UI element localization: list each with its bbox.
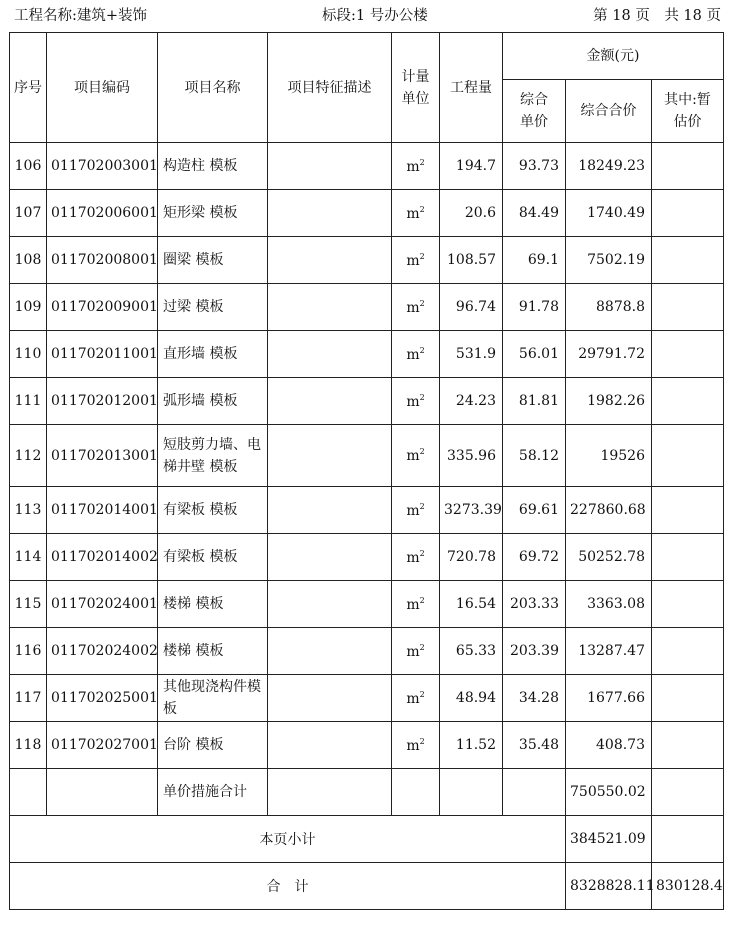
unit-text: m: [406, 346, 420, 363]
row-code: 011702008001: [47, 237, 158, 284]
table-row: [10, 534, 724, 581]
unit-superscript: 2: [419, 689, 425, 699]
section-name: 标段:1 号办公楼: [322, 8, 428, 24]
row-desc: [268, 581, 392, 628]
row-code: 011702003001: [47, 143, 158, 190]
unit-superscript: 2: [419, 642, 425, 652]
page-subtotal-row: [10, 816, 724, 863]
row-seq: 112: [10, 425, 47, 487]
row-qty: 720.78: [440, 534, 503, 581]
unit-superscript: 2: [419, 204, 425, 214]
grand-total-provisional: 830128.4: [652, 863, 724, 910]
row-seq: 106: [10, 143, 47, 190]
row-provisional: [652, 487, 724, 534]
row-name: 楼梯 模板: [158, 581, 268, 628]
unit-superscript: 2: [419, 447, 425, 456]
row-unit: [392, 143, 440, 190]
row-unit-price: 69.1: [503, 237, 566, 284]
row-unit: [392, 534, 440, 581]
page-number: 第 18 页 共 18 页: [593, 8, 721, 24]
row-unit: [392, 628, 440, 675]
row-desc: [268, 331, 392, 378]
table-row: [10, 237, 724, 284]
unit-text: m: [406, 690, 420, 707]
row-name: 其他现浇构件模板: [158, 675, 268, 722]
row-qty: 3273.39: [440, 487, 503, 534]
row-name: 构造柱 模板: [158, 143, 268, 190]
row-seq: 108: [10, 237, 47, 284]
unit-superscript: 2: [419, 736, 425, 746]
row-seq: 113: [10, 487, 47, 534]
table-row: [10, 487, 724, 534]
row-total: 29791.72: [566, 331, 652, 378]
col-name: 项目名称: [158, 33, 268, 143]
row-provisional: [652, 284, 724, 331]
row-desc: [268, 534, 392, 581]
row-code: 011702014002: [47, 534, 158, 581]
row-seq: 109: [10, 284, 47, 331]
row-total: 3363.08: [566, 581, 652, 628]
page-subtotal-label: 本页小计: [10, 816, 566, 863]
row-qty: 48.94: [440, 675, 503, 722]
row-provisional: [652, 628, 724, 675]
row-unit-price: 93.73: [503, 143, 566, 190]
row-qty: 65.33: [440, 628, 503, 675]
row-unit-price: 69.72: [503, 534, 566, 581]
unit-superscript: 2: [419, 501, 425, 511]
row-unit-price: 203.33: [503, 581, 566, 628]
row-code: 011702013001: [47, 425, 158, 487]
unit-text: m: [406, 393, 420, 410]
bill-table: [9, 32, 724, 910]
row-code: 011702027001: [47, 722, 158, 769]
measures-total-label: 单价措施合计: [158, 769, 268, 816]
row-desc: [268, 237, 392, 284]
unit-superscript: 2: [419, 392, 425, 402]
unit-superscript: 2: [419, 548, 425, 558]
unit-text: m: [406, 737, 420, 754]
col-amount: 金额(元): [503, 33, 724, 80]
row-unit-price: 84.49: [503, 190, 566, 237]
col-provisional: 其中:暂估价: [652, 80, 724, 143]
page-subtotal-value: 384521.09: [566, 816, 652, 863]
row-desc: [268, 190, 392, 237]
row-total: 1740.49: [566, 190, 652, 237]
row-name: 有梁板 模板: [158, 487, 268, 534]
row-code: 011702024002: [47, 628, 158, 675]
row-qty: 335.96: [440, 425, 503, 487]
col-code: 项目编码: [47, 33, 158, 143]
unit-text: m: [406, 502, 420, 519]
table-row: [10, 331, 724, 378]
row-seq: 111: [10, 378, 47, 425]
unit-text: m: [406, 596, 420, 613]
row-provisional: [652, 331, 724, 378]
row-unit: [392, 237, 440, 284]
row-qty: 531.9: [440, 331, 503, 378]
row-code: 011702009001: [47, 284, 158, 331]
row-name: 矩形梁 模板: [158, 190, 268, 237]
row-unit: [392, 581, 440, 628]
table-row: [10, 675, 724, 722]
unit-superscript: 2: [419, 298, 425, 308]
measures-total-value: 750550.02: [566, 769, 652, 816]
row-seq: 116: [10, 628, 47, 675]
row-total: 19526: [566, 425, 652, 487]
row-code: 011702025001: [47, 675, 158, 722]
row-name: 圈梁 模板: [158, 237, 268, 284]
table-row: [10, 425, 724, 487]
row-code: 011702014001: [47, 487, 158, 534]
row-provisional: [652, 378, 724, 425]
row-code: 011702006001: [47, 190, 158, 237]
row-total: 13287.47: [566, 628, 652, 675]
table-row: [10, 628, 724, 675]
col-desc: 项目特征描述: [268, 33, 392, 143]
row-code: 011702012001: [47, 378, 158, 425]
unit-superscript: 2: [419, 251, 425, 261]
row-desc: [268, 675, 392, 722]
row-qty: 11.52: [440, 722, 503, 769]
row-desc: [268, 425, 392, 487]
row-unit-price: 56.01: [503, 331, 566, 378]
project-name: 工程名称:建筑+装饰: [14, 8, 148, 24]
col-unit: 计量单位: [392, 33, 440, 143]
row-name: 过梁 模板: [158, 284, 268, 331]
row-qty: 24.23: [440, 378, 503, 425]
unit-superscript: 2: [419, 345, 425, 355]
col-unit-price: 综合单价: [503, 80, 566, 143]
col-total: 综合合价: [566, 80, 652, 143]
grand-total-label: 合 计: [10, 863, 566, 910]
row-unit-price: 35.48: [503, 722, 566, 769]
row-total: 18249.23: [566, 143, 652, 190]
row-desc: [268, 143, 392, 190]
unit-text: m: [406, 252, 420, 269]
row-provisional: [652, 722, 724, 769]
unit-text: m: [406, 205, 420, 222]
grand-total-value: 8328828.11: [566, 863, 652, 910]
row-provisional: [652, 675, 724, 722]
unit-text: m: [406, 643, 420, 660]
row-desc: [268, 722, 392, 769]
row-total: 227860.68: [566, 487, 652, 534]
table-row: [10, 378, 724, 425]
row-name: 弧形墙 模板: [158, 378, 268, 425]
row-seq: 107: [10, 190, 47, 237]
row-provisional: [652, 190, 724, 237]
unit-superscript: 2: [419, 157, 425, 167]
row-unit: [392, 378, 440, 425]
row-unit-price: 91.78: [503, 284, 566, 331]
row-unit: [392, 284, 440, 331]
row-seq: 118: [10, 722, 47, 769]
row-seq: 115: [10, 581, 47, 628]
row-desc: [268, 628, 392, 675]
row-total: 7502.19: [566, 237, 652, 284]
row-name: 短肢剪力墙、电梯井壁 模板: [158, 425, 268, 487]
unit-text: m: [406, 158, 420, 175]
col-qty: 工程量: [440, 33, 503, 143]
row-name: 直形墙 模板: [158, 331, 268, 378]
grand-total-row: [10, 863, 724, 910]
row-unit: [392, 425, 440, 487]
row-unit-price: 203.39: [503, 628, 566, 675]
row-unit-price: 58.12: [503, 425, 566, 487]
row-provisional: [652, 143, 724, 190]
row-qty: 96.74: [440, 284, 503, 331]
row-provisional: [652, 534, 724, 581]
row-qty: 108.57: [440, 237, 503, 284]
row-total: 50252.78: [566, 534, 652, 581]
row-desc: [268, 284, 392, 331]
row-provisional: [652, 581, 724, 628]
row-unit-price: 69.61: [503, 487, 566, 534]
table-row: [10, 143, 724, 190]
row-name: 有梁板 模板: [158, 534, 268, 581]
unit-superscript: 2: [419, 595, 425, 605]
col-seq: 序号: [10, 33, 47, 143]
table-row: [10, 190, 724, 237]
row-unit: [392, 331, 440, 378]
row-total: 8878.8: [566, 284, 652, 331]
row-desc: [268, 487, 392, 534]
row-seq: 114: [10, 534, 47, 581]
row-qty: 20.6: [440, 190, 503, 237]
row-qty: 194.7: [440, 143, 503, 190]
row-seq: 117: [10, 675, 47, 722]
row-unit-price: 81.81: [503, 378, 566, 425]
row-unit: [392, 487, 440, 534]
row-desc: [268, 378, 392, 425]
row-name: 楼梯 模板: [158, 628, 268, 675]
table-row: [10, 284, 724, 331]
measures-total-row: [10, 769, 724, 816]
unit-text: m: [406, 448, 420, 464]
row-code: 011702024001: [47, 581, 158, 628]
row-name: 台阶 模板: [158, 722, 268, 769]
table-row: [10, 722, 724, 769]
unit-text: m: [406, 549, 420, 566]
row-total: 1982.26: [566, 378, 652, 425]
row-provisional: [652, 237, 724, 284]
row-unit-price: 34.28: [503, 675, 566, 722]
row-code: 011702011001: [47, 331, 158, 378]
row-total: 1677.66: [566, 675, 652, 722]
row-provisional: [652, 425, 724, 487]
unit-text: m: [406, 299, 420, 316]
row-total: 408.73: [566, 722, 652, 769]
row-qty: 16.54: [440, 581, 503, 628]
table-row: [10, 581, 724, 628]
row-seq: 110: [10, 331, 47, 378]
row-unit: [392, 675, 440, 722]
row-unit: [392, 722, 440, 769]
row-unit: [392, 190, 440, 237]
